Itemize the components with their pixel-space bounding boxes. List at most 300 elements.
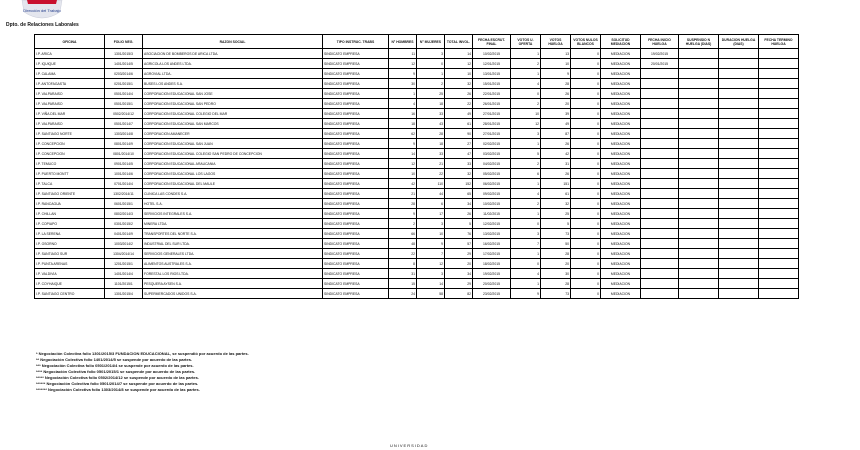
table-cell: MEDIACION [601,69,641,79]
table-cell: 1201/2015/1 [105,259,143,269]
table-cell: 02/02/2015 [473,139,511,149]
table-cell: 82 [445,289,473,299]
table-cell: SINDICATO EMPRESA [323,179,389,189]
table-cell: SINDICATO EMPRESA [323,189,389,199]
table-cell: I.P. TEMUCO [35,159,105,169]
table-cell [641,119,679,129]
table-cell: 0701/2014/4 [105,179,143,189]
table-cell: I.P. SANTIAGO SUR [35,249,105,259]
table-cell: 0 [571,239,601,249]
table-cell [641,289,679,299]
table-cell: 4 [511,269,541,279]
table-cell: 1101/2015/1 [105,279,143,289]
table-cell: 57 [445,239,473,249]
table-cell: SINDICATO EMPRESA [323,119,389,129]
table-cell [641,199,679,209]
table-cell: I.P. VIÑA DEL MAR [35,109,105,119]
table-cell: SINDICATO EMPRESA [323,49,389,59]
table-cell: MEDIACION [601,59,641,69]
table-cell: 0 [571,99,601,109]
table-cell: 3 [511,229,541,239]
table-cell: CORPORACION EDUCACIONAL COLEGIO DEL MAR [143,109,323,119]
table-cell: I.P. VALPARAISO [35,89,105,99]
table-cell: 09/02/2015 [473,189,511,199]
column-header: SUSPENSIO N HUELGA (DIAS) [679,35,719,49]
table-cell [719,149,759,159]
table-cell: 50 [541,239,571,249]
table-cell: 10 [389,169,417,179]
table-cell: 0801/2014/10 [105,149,143,159]
table-cell: 26 [541,169,571,179]
table-cell: SINDICATO EMPRESA [323,269,389,279]
column-header: DURACION HUELGA (DIAS) [719,35,759,49]
column-header: VOTOS NULOS BLANCOS [571,35,601,49]
table-cell: 22 [389,249,417,259]
table-cell: 20/01/2015 [641,59,679,69]
table-cell [641,169,679,179]
table-cell: 1 [511,139,541,149]
table-cell: 9 [389,139,417,149]
table-cell: 1 [511,49,541,59]
table-cell: 12 [389,159,417,169]
table-cell: 28 [389,199,417,209]
table-cell [719,89,759,99]
table-cell: 7 [417,249,445,259]
table-cell [719,59,759,69]
table-cell: 0 [571,129,601,139]
table-cell [679,189,719,199]
table-row [35,179,799,189]
table-cell: 1 [511,209,541,219]
table-cell: 0 [511,219,541,229]
table-cell: 66 [389,229,417,239]
table-cell: 0 [571,69,601,79]
table-cell: 0 [571,49,601,59]
table-cell: I.P. SANTIAGO ORIENTE [35,189,105,199]
table-cell: 61 [445,119,473,129]
table-cell: 20 [541,259,571,269]
table-cell: I.P. SANTIAGO NORTE [35,129,105,139]
table-cell: I.P. PUERTO MONTT [35,169,105,179]
table-cell: 12/02/2015 [473,219,511,229]
table-cell [679,79,719,89]
table-cell: 0601/2015/1 [105,199,143,209]
table-cell [759,99,799,109]
table-cell: 26 [445,89,473,99]
table-cell: 16/02/2015 [473,239,511,249]
table-cell [679,229,719,239]
table-cell: BUSES LOS ANDES S.A. [143,79,323,89]
table-cell: 1 [511,279,541,289]
table-cell: 49 [445,109,473,119]
table-cell [719,229,759,239]
table-cell [759,209,799,219]
table-row [35,79,799,89]
table-cell: ASOCIACION DE BOMBEROS DE ARICA LTDA. [143,49,323,59]
table-cell: 1301/2015/3 [105,49,143,59]
table-cell: 26 [541,139,571,149]
table-cell: MEDIACION [601,189,641,199]
table-cell: 33 [445,159,473,169]
table-cell: 110 [417,179,445,189]
table-cell: I.P. VALPARAISO [35,99,105,109]
table-cell [641,109,679,119]
table-cell: 10/02/2015 [473,199,511,209]
table-cell: 21 [417,159,445,169]
table-cell [759,129,799,139]
table-cell [759,259,799,269]
column-header: TIPO INSTRUC. TRABS [323,35,389,49]
table-cell: SINDICATO EMPRESA [323,169,389,179]
table-cell: I.P. OSORNO [35,239,105,249]
table-cell: 04/02/2015 [473,159,511,169]
table-cell [759,89,799,99]
table-row [35,239,799,249]
table-cell: 42 [541,149,571,159]
table-cell: 3 [417,269,445,279]
table-cell: MEDIACION [601,149,641,159]
table-cell: 1302/2014/11 [105,189,143,199]
table-cell: MINERA LTDA. [143,219,323,229]
table-cell: 2 [511,99,541,109]
table-cell [641,219,679,229]
table-cell: 18 [417,99,445,109]
table-cell: MEDIACION [601,119,641,129]
table-cell: 0901/2014/5 [105,159,143,169]
table-cell [719,139,759,149]
table-cell: AGROVIAL LTDA. [143,69,323,79]
table-cell [641,69,679,79]
bottom-label: UNIVERSIDAD [390,443,429,448]
table-cell: 34 [445,269,473,279]
table-cell: SINDICATO EMPRESA [323,69,389,79]
table-cell: SINDICATO EMPRESA [323,229,389,239]
table-cell: CORPORACION EDUCACIONAL DEL MAULE [143,179,323,189]
table-cell [719,99,759,109]
table-cell: 6 [417,199,445,209]
table-cell: 13 [541,49,571,59]
table-cell: 0201/2015/1 [105,79,143,89]
table-cell [679,119,719,129]
table-cell: 48 [389,239,417,249]
table-cell [719,169,759,179]
table-cell [719,239,759,249]
table-cell: ALIMENTOS AUSTRALES S.A. [143,259,323,269]
table-cell: 22 [445,99,473,109]
table-row [35,269,799,279]
table-cell: 2 [511,199,541,209]
table-cell: 18 [417,139,445,149]
column-header: FECHA INICIO HUELGA [641,35,679,49]
table-cell: PESQUERA AYSEN S.A. [143,279,323,289]
table-cell: SINDICATO EMPRESA [323,239,389,249]
table-cell [759,69,799,79]
table-cell: 32 [445,79,473,89]
table-cell [719,179,759,189]
table-cell [679,269,719,279]
table-cell [719,119,759,129]
table-cell: 12 [389,59,417,69]
table-cell: MEDIACION [601,49,641,59]
table-cell: 22/01/2015 [473,89,511,99]
table-cell: 10/02/2015 [473,49,511,59]
column-header: OFICINA [35,35,105,49]
table-cell: SINDICATO EMPRESA [323,149,389,159]
table-cell: SERVICIOS GENERALES LTDA. [143,249,323,259]
table-cell [719,209,759,219]
table-cell: SINDICATO EMPRESA [323,99,389,109]
table-cell: SINDICATO EMPRESA [323,199,389,209]
column-header: FECHA ESCRUT. FINAL [473,35,511,49]
table-cell [679,49,719,59]
table-cell [679,179,719,189]
table-cell [679,69,719,79]
table-cell: 0 [571,79,601,89]
table-cell: 1301/2015/4 [105,289,143,299]
table-cell: 0 [511,259,541,269]
table-cell: 14 [445,49,473,59]
table-cell: 1 [511,179,541,189]
table-cell [641,249,679,259]
table-cell [759,49,799,59]
table-cell: I.P. COPIAPO [35,219,105,229]
table-cell [759,139,799,149]
table-cell: SINDICATO EMPRESA [323,219,389,229]
table-cell [759,219,799,229]
table-cell: 1 [417,69,445,79]
table-cell: 26 [445,209,473,219]
table-cell: CORPORACION EDUCACIONAL COLEGIO SAN PEDRO DE CONCEPCION [143,149,323,159]
table-cell [641,179,679,189]
table-cell [679,129,719,139]
table-cell [759,149,799,159]
table-cell: MEDIACION [601,229,641,239]
table-cell [759,169,799,179]
table-cell: SINDICATO EMPRESA [323,79,389,89]
table-cell [719,69,759,79]
table-cell: 0 [571,249,601,259]
table-cell: 2 [417,79,445,89]
table-cell: 20 [541,99,571,109]
table-cell [641,189,679,199]
table-cell [641,99,679,109]
table-row [35,159,799,169]
table-cell: 8 [389,259,417,269]
department-title: Dpto. de Relaciones Laborales [6,22,79,28]
table-cell: 6 [511,169,541,179]
table-cell [679,279,719,289]
table-cell: 76 [445,229,473,239]
table-row [35,289,799,299]
table-cell: 4 [389,99,417,109]
table-cell: 0203/2014/6 [105,69,143,79]
table-row [35,59,799,69]
table-cell: 33 [417,109,445,119]
table-cell: 28 [541,279,571,289]
table-row [35,209,799,219]
table-cell: 9 [541,69,571,79]
table-cell: 9 [417,239,445,249]
table-cell: I.P. CALAMA [35,69,105,79]
table-cell: CORPORACION EDUCACIONAL SAN JUAN [143,139,323,149]
table-cell: 1 [511,69,541,79]
column-header: TOTAL INVOL. [445,35,473,49]
table-row [35,199,799,209]
table-cell: 0 [571,59,601,69]
table-cell: 42 [389,179,417,189]
table-cell: MEDIACION [601,79,641,89]
table-cell: 0502/2014/12 [105,109,143,119]
table-cell [679,289,719,299]
table-cell: SINDICATO EMPRESA [323,109,389,119]
table-cell: 27/01/2015 [473,109,511,119]
table-cell: SINDICATO EMPRESA [323,249,389,259]
table-cell: MEDIACION [601,139,641,149]
table-cell: AGRICOLA LOS ANDES LTDA. [143,59,323,69]
table-cell: 10 [541,59,571,69]
table-cell: 28 [541,249,571,259]
table-cell: 28 [541,79,571,89]
table-cell: MEDIACION [601,169,641,179]
table-cell: 73 [541,229,571,239]
table-cell [679,209,719,219]
table-cell: 16 [389,109,417,119]
table-cell: MEDIACION [601,219,641,229]
table-cell: 29 [445,279,473,289]
table-cell [719,129,759,139]
table-row [35,169,799,179]
direccion-trabajo-logo [2,0,82,20]
table-cell: 0 [571,269,601,279]
table-row [35,259,799,269]
table-cell: 7 [511,239,541,249]
table-cell: 9 [389,69,417,79]
table-cell: 3 [417,219,445,229]
table-cell: 10 [511,109,541,119]
table-cell: 27 [445,139,473,149]
table-cell: 05/02/2015 [473,169,511,179]
strike-table [34,34,799,299]
table-cell [679,159,719,169]
table-cell: 4 [511,189,541,199]
table-cell: 2 [511,59,541,69]
table-cell: 20/02/2015 [473,279,511,289]
table-cell [641,279,679,289]
table-cell [719,269,759,279]
table-cell [759,159,799,169]
table-cell: SERVICIOS INTEGRALES S.A. [143,209,323,219]
table-cell: MEDIACION [601,239,641,249]
table-cell: I.P. PUNTA ARENAS [35,259,105,269]
table-cell [641,149,679,159]
table-row [35,189,799,199]
table-cell: MEDIACION [601,129,641,139]
table-cell [719,199,759,209]
table-cell: MEDIACION [601,99,641,109]
table-cell: 1401/2014/4 [105,269,143,279]
table-cell [719,219,759,229]
table-cell: 0 [571,199,601,209]
footnote: ******* Negociación Colectiva folio 1303/2014/8 se suspende por acuerdo de las partes. [36,387,200,392]
table-cell: TRANSPORTES DEL NORTE S.A. [143,229,323,239]
table-cell: CLINICA LAS CONDES S.A. [143,189,323,199]
table-cell: 1003/2014/2 [105,239,143,249]
table-cell [759,249,799,259]
table-cell: MEDIACION [601,279,641,289]
table-cell: 15/01/2015 [473,79,511,89]
table-cell: I.P. SANTIAGO CENTRO [35,289,105,299]
table-cell: SINDICATO EMPRESA [323,279,389,289]
table-cell: I.P. ARICA [35,49,105,59]
footnote: ***** Negociación Colectiva folio 0502/2014/12 se suspende por acuerdo de las partes. [36,375,199,380]
table-cell [759,189,799,199]
table-cell: SUPERMERCADOS UNIDOS S.A. [143,289,323,299]
table-cell: 15 [389,279,417,289]
table-cell: 30 [541,269,571,279]
table-cell: I.P. TALCA [35,179,105,189]
table-cell [759,199,799,209]
table-cell: 25 [417,89,445,99]
table-cell [679,139,719,149]
table-cell: 5 [445,219,473,229]
table-cell: 0 [571,159,601,169]
table-cell: CORPORACION EDUCACIONAL SAN JOSE [143,89,323,99]
table-cell: 28/01/2015 [473,119,511,129]
table-cell: 31 [389,269,417,279]
table-cell: 151 [541,179,571,189]
table-cell [719,159,759,169]
table-cell: 9 [389,209,417,219]
table-cell: 0 [511,89,541,99]
table-row [35,139,799,149]
table-cell: SINDICATO EMPRESA [323,209,389,219]
table-cell: 0 [571,109,601,119]
table-cell [679,239,719,249]
table-cell [719,109,759,119]
table-cell: 0 [571,289,601,299]
table-cell: I.P. CONCEPCION [35,149,105,159]
table-cell [641,229,679,239]
table-cell: CORPORACION AMANECER [143,129,323,139]
column-header: VOTOS U. OFERTA [511,35,541,49]
logo-text: Dirección del Trabajo [23,8,61,13]
table-cell: 0 [571,209,601,219]
table-cell [641,209,679,219]
table-row [35,219,799,229]
table-cell [679,199,719,209]
table-cell: FORESTAL LOS RIOS LTDA. [143,269,323,279]
table-cell: SINDICATO EMPRESA [323,159,389,169]
table-cell: 0401/2014/9 [105,229,143,239]
table-cell: 0802/2014/3 [105,209,143,219]
table-cell: 0 [571,89,601,99]
table-cell: 14 [389,149,417,159]
table-cell [679,149,719,159]
table-cell: SINDICATO EMPRESA [323,89,389,99]
table-cell: 34 [445,199,473,209]
column-header: N° HOMBRES [389,35,417,49]
table-cell: 30 [389,79,417,89]
table-body [35,49,799,299]
table-cell: 1304/2014/14 [105,249,143,259]
table-cell: 0 [571,279,601,289]
table-cell [679,89,719,99]
table-cell: 2 [511,159,541,169]
table-cell: MEDIACION [601,209,641,219]
table-cell: CORPORACION EDUCACIONAL SAN PEDRO [143,99,323,109]
table-cell [759,289,799,299]
table-cell [641,89,679,99]
